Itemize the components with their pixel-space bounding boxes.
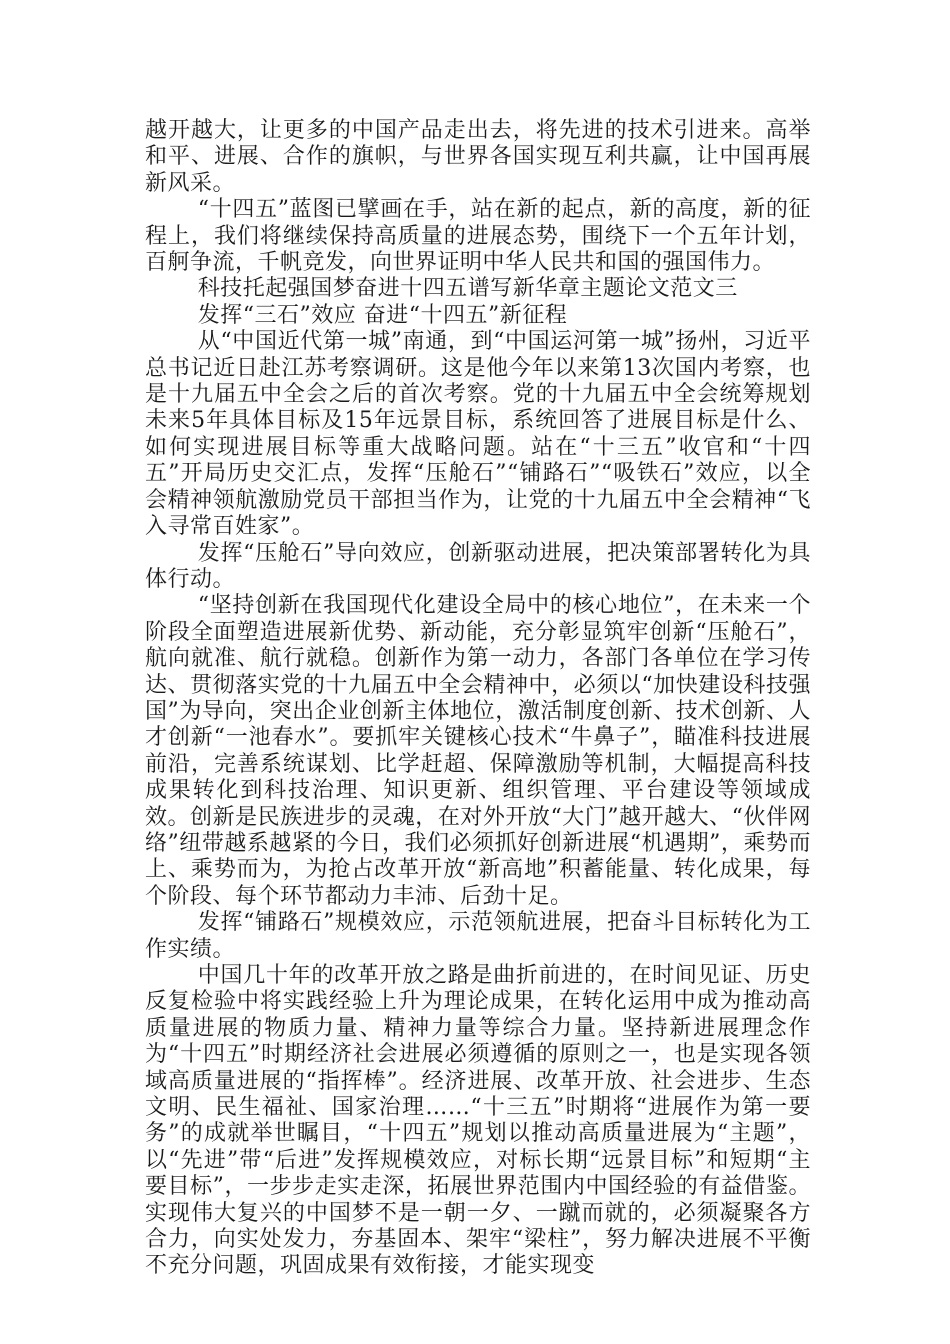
body-paragraph: 越开越大，让更多的中国产品走出去，将先进的技术引进来。高举和平、进展、合作的旗帜，与世界各国实现互利共赢，让中国再展新风采。 bbox=[145, 118, 811, 196]
body-paragraph: 中国几十年的改革开放之路是曲折前进的，在时间见证、历史反复检验中将实践经验上升为理论成果，在转化运用中成为推动高质量进展的物质力量、精神力量等综合力量。坚持新进展理念作为“十四五”时期经济社会进展必须遵循的原则之一，也是实现各领域高质量进展的“指挥棒”。经济进展、改革开放、社会进步、生态文明、民生福祉、国家治理……“十三五”时期将“进展作为第一要务”的成就举世瞩目，“十四五”规划以推动高质量进展为“主题”，以“先进”带“后进”发挥规模效应，对标长期“远景目标”和短期“主要目标”，一步步走实走深，拓展世界范围内中国经验的有益借鉴。实现伟大复兴的中国梦不是一朝一夕、一蹴而就的，必须凝聚各方合力，向实处发力，夯基固本、架牢“梁柱”，努力解决进展不平衡不充分问题，巩固成果有效衔接，才能实现变 bbox=[145, 963, 811, 1279]
document-page bbox=[145, 118, 811, 1280]
section-lead-paragraph: 发挥“铺路石”规模效应，示范领航进展，把奋斗目标转化为工作实绩。 bbox=[145, 910, 811, 962]
body-paragraph: “十四五”蓝图已擘画在手，站在新的起点，新的高度，新的征程上，我们将继续保持高质量的进展态势，围绕下一个五年计划，百舸争流，千帆竞发，向世界证明中华人民共和国的强国伟力。 bbox=[145, 197, 811, 276]
article-title: 科技托起强国梦奋进十四五谱写新华章主题论文范文三 bbox=[197, 276, 738, 302]
article-subtitle: 发挥“三石”效应 奋进“十四五”新征程 bbox=[197, 302, 568, 328]
body-paragraph: “坚持创新在我国现代化建设全局中的核心地位”，在未来一个阶段全面塑造进展新优势、新动能，充分彰显筑牢创新“压舱石”，航向就准、航行就稳。创新作为第一动力，各部门各单位在学习传达、贯彻落实党的十九届五中全会精神中，必须以“加快建设科技强国”为导向，突出企业创新主体地位，激活制度创新、技术创新、人才创新“一池春水”。要抓牢关键核心技术“牛鼻子”，瞄准科技进展前沿，完善系统谋划、比学赶超、保障激励等机制，大幅提高科技成果转化到科技治理、知识更新、组织管理、平台建设等领域成效。创新是民族进步的灵魂，在对外开放“大门”越开越大、“伙伴网络”纽带越系越紧的今日，我们必须抓好创新进展“机遇期”，乘势而上、乘势而为，为抢占改革开放“新高地”积蓄能量、转化成果，每个阶段、每个环节都动力丰沛、后劲十足。 bbox=[145, 593, 811, 909]
body-paragraph: 从“中国近代第一城”南通，到“中国运河第一城”扬州，习近平总书记近日赴江苏考察调研。这是他今年以来第13次国内考察，也是十九届五中全会之后的首次考察。党的十九届五中全会统筹规划未来5年具体目标及15年远景目标，系统回答了进展目标是什么、如何实现进展目标等重大战略问题。站在“十三五”收官和“十四五”开局历史交汇点，发挥“压舱石”“铺路石”“吸铁石”效应，以全会精神领航激励党员干部担当作为，让党的十九届五中全会精神“飞入寻常百姓家”。 bbox=[145, 329, 811, 540]
section-lead-paragraph: 发挥“压舱石”导向效应，创新驱动进展，把决策部署转化为具体行动。 bbox=[145, 540, 811, 592]
